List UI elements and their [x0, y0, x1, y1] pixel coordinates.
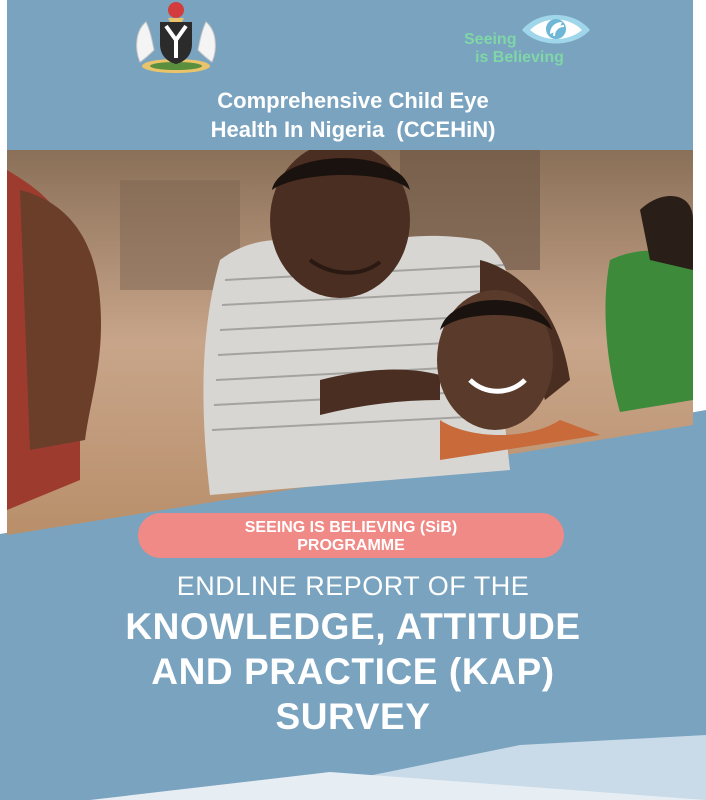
report-title-line2: AND PRACTICE (KAP)	[151, 651, 555, 692]
sib-logo-text	[464, 31, 564, 67]
sib-logo-line1: Seeing	[464, 31, 517, 48]
report-title-line1: KNOWLEDGE, ATTITUDE	[125, 606, 581, 647]
cover-photo	[0, 150, 706, 545]
coat-of-arms-icon	[128, 0, 224, 78]
project-title	[140, 86, 566, 144]
report-pre-title: ENDLINE REPORT OF THE	[176, 571, 530, 601]
project-title-line1: Comprehensive Child Eye	[217, 88, 489, 113]
project-title-line2: Health In Nigeria (CCEHiN)	[210, 117, 496, 142]
sib-logo-line2: is Believing	[475, 49, 564, 66]
programme-badge	[138, 513, 564, 558]
programme-line1: SEEING IS BELIEVING (SiB)	[244, 519, 458, 536]
report-title	[40, 604, 666, 739]
report-title-line3: SURVEY	[275, 696, 431, 737]
programme-line2: PROGRAMME	[297, 537, 405, 554]
